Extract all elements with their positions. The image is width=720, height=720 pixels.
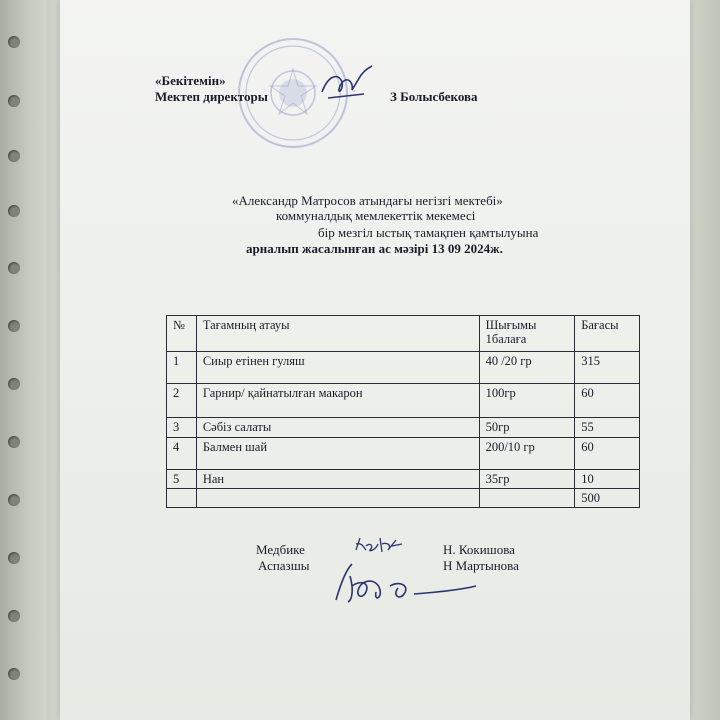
approval-label: «Бекітемін» [155, 73, 226, 88]
punch-hole [8, 95, 20, 107]
total-price: 500 [575, 489, 640, 508]
heading-purpose: бір мезгіл ыстық тамақпен қамтылуына [318, 225, 539, 240]
table-total-row [167, 489, 640, 508]
nurse-role: Медбике [256, 542, 305, 557]
punch-hole [8, 378, 20, 390]
punch-hole [8, 320, 20, 332]
row-number: 5 [167, 470, 197, 489]
punch-hole [8, 205, 20, 217]
cook-name: Н Мартынова [443, 558, 519, 573]
director-name: З Болысбекова [390, 89, 478, 104]
nurse-signature [352, 532, 406, 558]
row-number: 3 [167, 418, 197, 438]
punch-hole [8, 668, 20, 680]
row-number: 1 [167, 352, 197, 384]
table-row [167, 418, 640, 438]
row-portion: 50гр [479, 418, 575, 438]
punch-hole [8, 494, 20, 506]
row-price: 55 [575, 418, 640, 438]
row-number: 2 [167, 384, 197, 418]
punch-hole [8, 262, 20, 274]
row-portion: 200/10 гр [479, 438, 575, 470]
table-row [167, 352, 640, 384]
row-dish-name: Нан [196, 470, 479, 489]
nurse-name: Н. Кокишова [443, 542, 515, 557]
row-portion: 40 /20 гр [479, 352, 575, 384]
header-dish-name: Тағамның атауы [196, 316, 479, 352]
row-price: 60 [575, 438, 640, 470]
row-dish-name: Сиыр етінен гуляш [196, 352, 479, 384]
director-signature [318, 62, 378, 106]
row-price: 10 [575, 470, 640, 489]
table-row [167, 470, 640, 489]
table-row [167, 438, 640, 470]
row-dish-name: Сәбіз салаты [196, 418, 479, 438]
punch-hole [8, 36, 20, 48]
row-dish-name: Гарнир/ қайнатылған макарон [196, 384, 479, 418]
row-portion: 35гр [479, 470, 575, 489]
heading-menu-date: арналып жасалынған ас мәзірі 13 09 2024ж. [246, 241, 503, 256]
punch-hole [8, 552, 20, 564]
header-number: № [167, 316, 197, 352]
cook-role: Аспазшы [258, 558, 310, 573]
heading-institution: коммуналдық мемлекеттік мекемесі [276, 208, 476, 223]
punch-hole [8, 610, 20, 622]
table-header-row [167, 316, 640, 352]
punch-hole [8, 150, 20, 162]
header-price: Бағасы [575, 316, 640, 352]
row-number: 4 [167, 438, 197, 470]
punch-hole [8, 436, 20, 448]
cook-signature [330, 556, 480, 608]
table-row [167, 384, 640, 418]
row-price: 315 [575, 352, 640, 384]
row-price: 60 [575, 384, 640, 418]
row-dish-name: Балмен шай [196, 438, 479, 470]
background-edge [690, 0, 720, 720]
sheet-protector-edge [0, 0, 46, 720]
row-portion: 100гр [479, 384, 575, 418]
header-portion: Шығымы 1балаға [479, 316, 575, 352]
menu-table [166, 315, 640, 508]
heading-school: «Александр Матросов атындағы негізгі мектебі» [232, 193, 503, 208]
director-title: Мектеп директоры [155, 89, 268, 104]
